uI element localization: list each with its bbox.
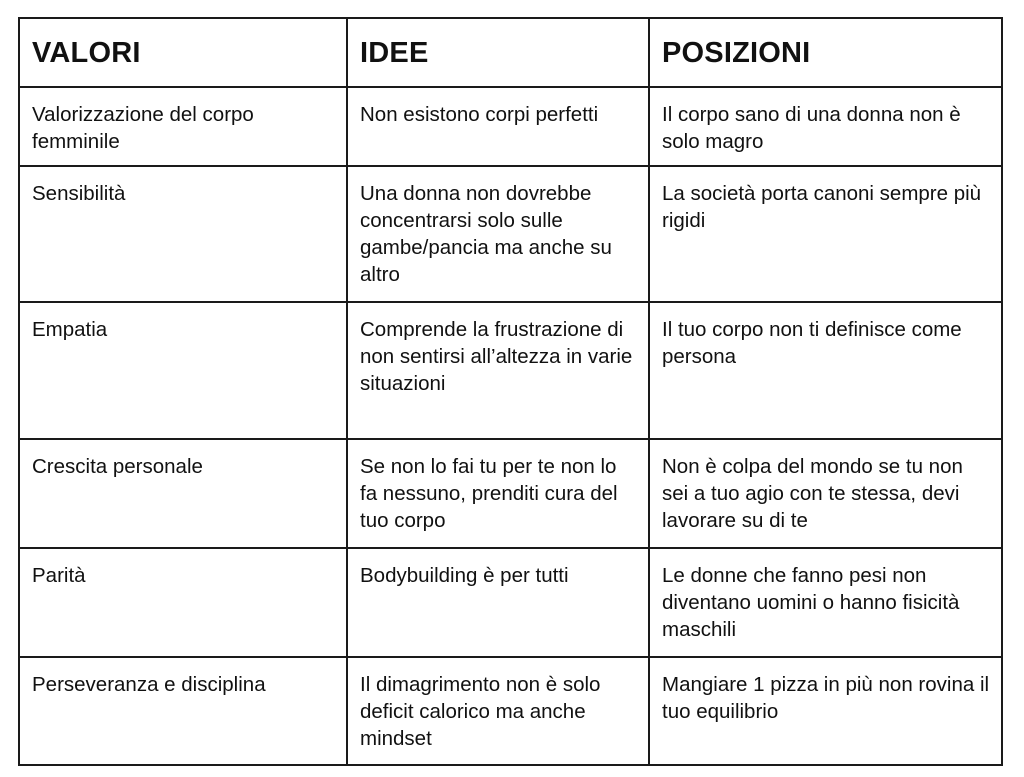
table-row (19, 657, 1002, 765)
cell-posizione: La società porta canoni sempre più rigidi (649, 166, 1002, 302)
values-ideas-positions-table (18, 17, 1003, 766)
cell-valore: Sensibilità (19, 166, 347, 302)
table-row (19, 166, 1002, 302)
cell-valore: Crescita personale (19, 439, 347, 548)
table-row (19, 548, 1002, 657)
cell-idea: Comprende la frustrazione di non sentirsi all’altezza in varie situazioni (347, 302, 649, 439)
cell-idea: Una donna non dovrebbe concentrarsi solo sulle gambe/pancia ma anche su altro (347, 166, 649, 302)
cell-valore: Parità (19, 548, 347, 657)
cell-idea: Bodybuilding è per tutti (347, 548, 649, 657)
table-row (19, 439, 1002, 548)
table-row (19, 302, 1002, 439)
cell-idea: Se non lo fai tu per te non lo fa nessuno, prenditi cura del tuo corpo (347, 439, 649, 548)
cell-idea: Il dimagrimento non è solo deficit calorico ma anche mindset (347, 657, 649, 765)
cell-idea: Non esistono corpi perfetti (347, 87, 649, 166)
header-row (19, 18, 1002, 87)
cell-posizione: Il corpo sano di una donna non è solo magro (649, 87, 1002, 166)
cell-posizione: Non è colpa del mondo se tu non sei a tuo agio con te stessa, devi lavorare su di te (649, 439, 1002, 548)
cell-valore: Perseveranza e disciplina (19, 657, 347, 765)
cell-posizione: Le donne che fanno pesi non diventano uomini o hanno fisicità maschili (649, 548, 1002, 657)
header-valori: VALORI (19, 18, 347, 87)
cell-posizione: Mangiare 1 pizza in più non rovina il tuo equilibrio (649, 657, 1002, 765)
cell-posizione: Il tuo corpo non ti definisce come persona (649, 302, 1002, 439)
header-posizioni: POSIZIONI (649, 18, 1002, 87)
cell-valore: Valorizzazione del corpo femminile (19, 87, 347, 166)
cell-valore: Empatia (19, 302, 347, 439)
header-idee: IDEE (347, 18, 649, 87)
table-row (19, 87, 1002, 166)
